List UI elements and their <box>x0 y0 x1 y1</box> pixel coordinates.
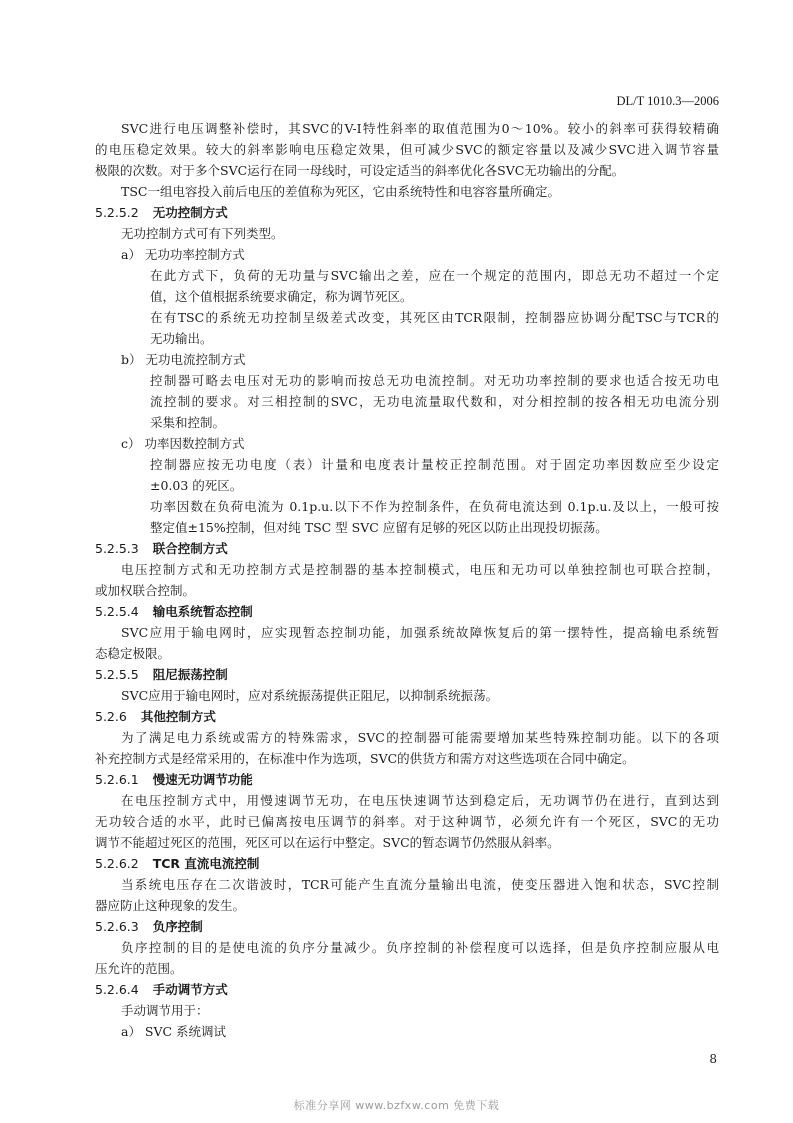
paragraph-line: 功率因数在负荷电流为 0.1p.u.以下不作为控制条件，在负荷电流达到 0.1p.u.及以上，一般可按 <box>150 499 719 514</box>
section-heading: 5.2.6.1 慢速无功调节功能 <box>95 772 253 787</box>
section-heading: 5.2.5.3 联合控制方式 <box>95 541 228 556</box>
list-item: a） SVC 系统调试 <box>121 1024 227 1039</box>
paragraph-line: 调节不能超过死区的范围，死区可以在运行中整定。SVC的暂态调节仍然服从斜率。 <box>95 835 560 850</box>
paragraph-line: 无功较合适的水平，此时已偏离按电压调节的斜率。对于这种调节，必须允许有一个死区，SVC的无功 <box>95 814 719 829</box>
list-item: b） 无功电流控制方式 <box>121 352 246 367</box>
paragraph-line: 值，这个值根据系统要求确定，称为调节死区。 <box>150 289 413 304</box>
section-heading: 5.2.6 其他控制方式 <box>95 709 216 724</box>
paragraph-line: SVC应用于输电网时，应对系统振荡提供正阻尼，以抑制系统振荡。 <box>121 688 499 703</box>
section-heading: 5.2.6.2 TCR 直流电流控制 <box>95 856 260 871</box>
paragraph-line: 当系统电压存在二次谐波时，TCR可能产生直流分量输出电流，使变压器进入饱和状态，SVC控制 <box>121 877 719 892</box>
paragraph-line: 极限的次数。对于多个SVC运行在同一母线时，可设定适当的斜率优化各SVC无功输出的分配。 <box>95 163 625 178</box>
paragraph-line: 器应防止这种现象的发生。 <box>95 898 246 913</box>
paragraph-line: 流控制的要求。对三相控制的SVC，无功电流量取代数和，对分相控制的按各相无功电流分别 <box>150 394 719 409</box>
paragraph-line: 负序控制的目的是使电流的负序分量减少。负序控制的补偿程度可以选择，但是负序控制应服从电 <box>121 940 719 955</box>
paragraph-line: 无功输出。 <box>150 331 213 346</box>
section-heading: 5.2.6.3 负序控制 <box>95 919 203 934</box>
section-heading: 5.2.6.4 手动调节方式 <box>95 982 228 997</box>
paragraph-line: SVC应用于输电网时，应实现暂态控制功能，加强系统故障恢复后的第一摆特性，提高输电系统暂 <box>121 625 719 640</box>
paragraph-line: 或加权联合控制。 <box>95 583 196 598</box>
paragraph-line: 补充控制方式是经常采用的，在标准中作为选项，SVC的供货方和需方对这些选项在合同中确定。 <box>95 751 635 766</box>
section-heading: 5.2.5.2 无功控制方式 <box>95 205 228 220</box>
list-item: c） 功率因数控制方式 <box>121 436 245 451</box>
paragraph-line: TSC一组电容投入前后电压的差值称为死区，它由系统特性和电容容量所确定。 <box>121 184 560 199</box>
paragraph-line: 在此方式下，负荷的无功量与SVC输出之差，应在一个规定的范围内，即总无功不超过一个定 <box>150 268 719 283</box>
paragraph-line: 的电压稳定效果。较大的斜率影响电压稳定效果，但可减少SVC的额定容量以及减少SVC进入调节容量 <box>95 142 719 157</box>
standard-number: DL/T 1010.3—2006 <box>616 94 719 108</box>
paragraph-line: 在电压控制方式中，用慢速调节无功，在电压快速调节达到稳定后，无功调节仍在进行，直到达到 <box>121 793 719 808</box>
paragraph-line: 态稳定极限。 <box>95 646 171 661</box>
section-heading: 5.2.5.5 阻尼振荡控制 <box>95 667 228 682</box>
paragraph-line: 手动调节用于： <box>121 1003 209 1018</box>
paragraph-line: 压允许的范围。 <box>95 961 183 976</box>
paragraph-line: ±0.03 的死区。 <box>150 478 243 493</box>
section-heading: 5.2.5.4 输电系统暂态控制 <box>95 604 253 619</box>
paragraph-line: 整定值±15%控制，但对纯 TSC 型 SVC 应留有足够的死区以防止出现投切振荡。 <box>150 520 608 535</box>
paragraph-line: 为了满足电力系统或需方的特殊需求，SVC的控制器可能需要增加某些特殊控制功能。以下的各项 <box>121 730 719 745</box>
watermark-footer: 标准分享网 www.bzfxw.com 免费下载 <box>293 1099 500 1112</box>
paragraph-line: 控制器可略去电压对无功的影响而按总无功电流控制。对无功功率控制的要求也适合按无功电 <box>150 373 719 388</box>
paragraph-line: 控制器应按无功电度（表）计量和电度表计量校正控制范围。对于固定功率因数应至少设定 <box>150 457 719 472</box>
list-item: a） 无功功率控制方式 <box>121 247 245 262</box>
page-number: 8 <box>709 1052 717 1066</box>
paragraph-line: 采集和控制。 <box>150 415 226 430</box>
paragraph-line: SVC进行电压调整补偿时，其SVC的V-I特性斜率的取值范围为0～10%。较小的斜率可获得较精确 <box>121 121 719 136</box>
paragraph-line: 电压控制方式和无功控制方式是控制器的基本控制模式，电压和无功可以单独控制也可联合控制， <box>121 562 719 577</box>
paragraph-line: 在有TSC的系统无功控制呈级差式改变，其死区由TCR限制，控制器应协调分配TSC与TCR的 <box>150 310 719 325</box>
paragraph-line: 无功控制方式可有下列类型。 <box>121 226 284 241</box>
